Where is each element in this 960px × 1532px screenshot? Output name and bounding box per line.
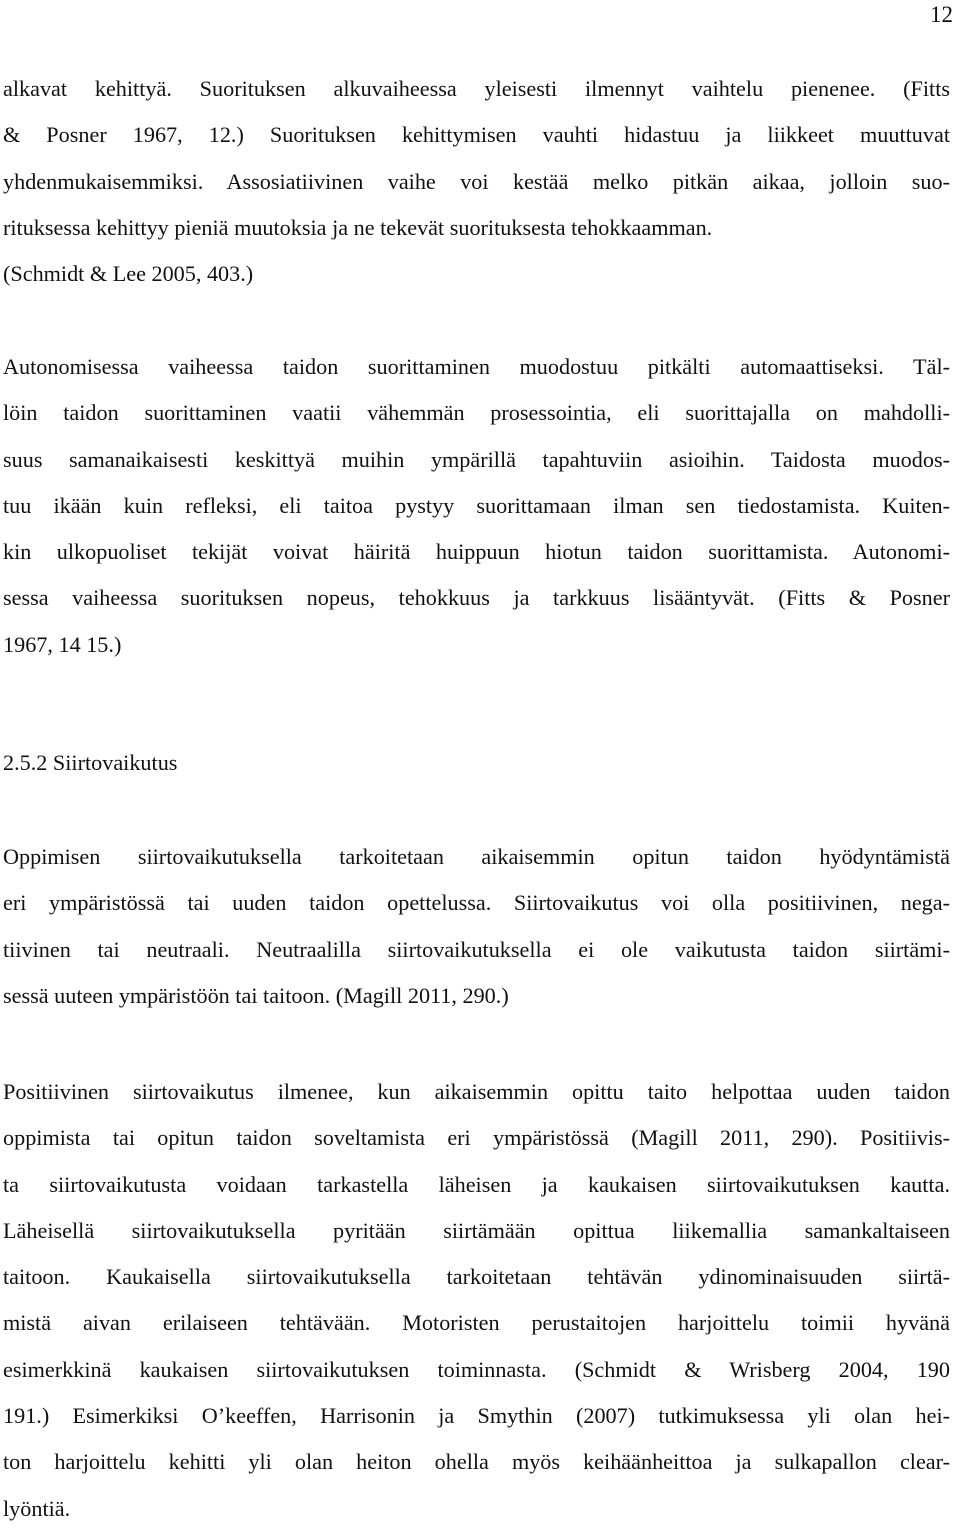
text-line: alkavat kehittyä. Suorituksen alkuvaiheessa yleisesti ilmennyt vaihtelu pienenee. (Fitts	[3, 76, 950, 101]
text-line: ton harjoittelu kehitti yli olan heiton ohella myös keihäänheittoa ja sulkapallon clear-	[3, 1449, 950, 1475]
text-line: (Schmidt & Lee 2005, 403.)	[3, 261, 254, 287]
text-line: ta siirtovaikutusta voidaan tarkastella läheisen ja kaukaisen siirtovaikutuksen kautta.	[3, 1171, 950, 1197]
text-line: oppimista tai opitun taidon soveltamista eri ympäristössä (Magill 2011, 290). Positiivis-	[3, 1125, 950, 1151]
text-line: Positiivinen siirtovaikutus ilmenee, kun aikaisemmin opittu taito helpottaa uuden taidon	[3, 1079, 950, 1104]
text-line: esimerkkinä kaukaisen siirtovaikutuksen toiminnasta. (Schmidt & Wrisberg 2004, 190	[3, 1356, 950, 1382]
text-line: sessa vaiheessa suorituksen nopeus, tehokkuus ja tarkkuus lisääntyvät. (Fitts & Posner	[3, 585, 950, 611]
text-line: mistä aivan erilaiseen tehtävään. Motoristen perustaitojen harjoittelu toimii hyvänä	[3, 1310, 950, 1336]
text-line: lyöntiä.	[3, 1495, 71, 1521]
text-line: taitoon. Kaukaisella siirtovaikutuksella tarkoitetaan tehtävän ydinominaisuuden siirtä-	[3, 1264, 950, 1290]
text-line: 191.) Esimerkiksi O’keeffen, Harrisonin ja Smythin (2007) tutkimuksessa yli olan hei-	[3, 1403, 950, 1429]
text-line: tuu ikään kuin refleksi, eli taitoa pystyy suorittamaan ilman sen tiedostamista. Kuiten-	[3, 492, 950, 518]
paragraph-positiivinen	[3, 1069, 950, 1532]
text-line: sessä uuteen ympäristöön tai taitoon. (Magill 2011, 290.)	[3, 982, 509, 1008]
paragraph-autonomisessa	[3, 344, 950, 668]
text-line: Autonomisessa vaiheessa taidon suorittaminen muodostuu pitkälti automaattiseksi. Täl-	[3, 354, 950, 379]
page-number: 12	[930, 2, 953, 27]
text-line: 1967, 14 15.)	[3, 631, 122, 657]
text-line: Oppimisen siirtovaikutuksella tarkoitetaan aikaisemmin opitun taidon hyödyntämistä	[3, 844, 950, 869]
paragraph-siirtovaikutus	[3, 834, 950, 1019]
text-line: eri ympäristössä tai uuden taidon opettelussa. Siirtovaikutus voi olla positiivinen, nega-	[3, 890, 950, 916]
text-line: tiivinen tai neutraali. Neutraalilla siirtovaikutuksella ei ole vaikutusta taidon siirtämi-	[3, 936, 950, 962]
text-line: yhdenmukaisemmiksi. Assosiatiivinen vaihe voi kestää melko pitkän aikaa, jolloin suo-	[3, 168, 950, 194]
text-line: suus samanaikaisesti keskittyä muihin ympärillä tapahtuviin asioihin. Taidosta muodos-	[3, 446, 950, 472]
text-line: Läheisellä siirtovaikutuksella pyritään siirtämään opittua liikemallia samankaltaiseen	[3, 1217, 950, 1243]
text-line: kin ulkopuoliset tekijät voivat häiritä huippuun hiotun taidon suorittamista. Autonomi-	[3, 539, 950, 565]
text-line: rituksessa kehittyy pieniä muutoksia ja ne tekevät suorituksesta tehokkaamman.	[3, 214, 713, 240]
section-heading: 2.5.2 Siirtovaikutus	[3, 750, 178, 775]
text-line: & Posner 1967, 12.) Suorituksen kehittymisen vauhti hidastuu ja liikkeet muuttuvat	[3, 122, 950, 148]
text-line: löin taidon suorittaminen vaatii vähemmän prosessointia, eli suorittajalla on mahdolli-	[3, 400, 950, 426]
paragraph-assosiatiivinen	[3, 66, 950, 297]
